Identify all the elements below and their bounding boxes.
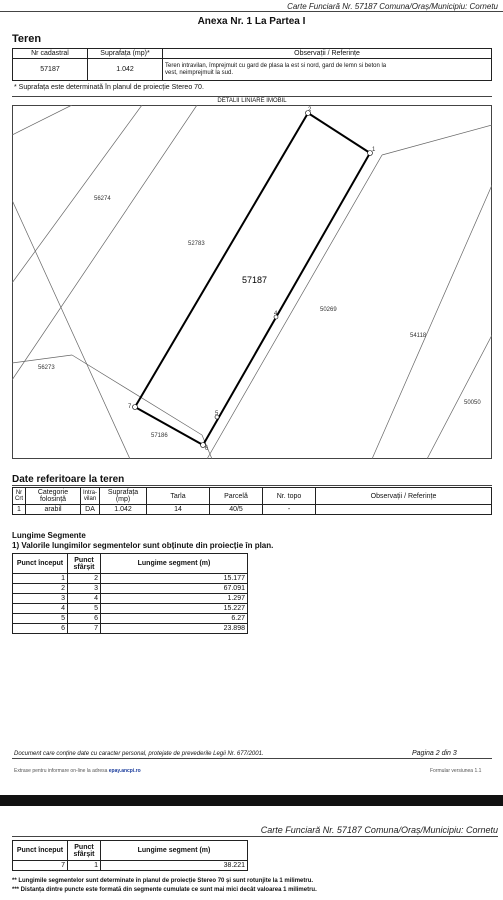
- cell-nr-crt: 1: [13, 505, 26, 515]
- seg-start: 3: [13, 594, 68, 604]
- seg-start: 6: [13, 624, 68, 634]
- col-categorie: Categorie folosință: [26, 488, 81, 505]
- vertex-label-1: 1: [372, 147, 376, 153]
- seg-end: 3: [68, 584, 101, 594]
- vertex-label-6: 6: [205, 446, 209, 452]
- seg-start: 2: [13, 584, 68, 594]
- seg-end: 2: [68, 574, 101, 584]
- neighbor-57186: 57186: [151, 433, 168, 439]
- anexa-title: Anexa Nr. 1 La Partea I: [197, 16, 306, 27]
- cell-suprafata: 1.042: [88, 59, 163, 81]
- carte-funciara-header: Carte Funciară Nr. 57187 Comuna/Oraș/Municipiu: Cornetu: [287, 2, 498, 11]
- seg-length: 38.221: [101, 861, 248, 871]
- neighbor-52783: 52783: [188, 241, 205, 247]
- footer-divider: [12, 758, 492, 759]
- segments-note-2: *** Distanța dintre puncte este formată din segmente cumulate ce sunt mai mici decât valoarea 1 milimetru.: [12, 887, 317, 893]
- obs-line-1: Teren intravilan, împrejmuit cu gard de plasa la est si nord, gard de lemn si beton la: [165, 62, 387, 69]
- date-teren-table: [12, 487, 492, 515]
- cell-intravilan: DA: [81, 505, 100, 515]
- neighbor-56273: 56273: [38, 365, 55, 371]
- page-break-band: [0, 795, 503, 806]
- col-lungime: Lungime segment (m): [101, 554, 248, 574]
- segments-subtitle: 1) Valorile lungimilor segmentelor sunt obținute din proiecție în plan.: [12, 541, 274, 550]
- col-tarla: Tarla: [147, 488, 210, 505]
- form-version: Formular versiunea 1.1: [430, 768, 482, 774]
- cell-nr-topo: -: [263, 505, 316, 515]
- seg-length: 23.898: [101, 624, 248, 634]
- col-suprafata: Suprafața (mp)*: [88, 49, 163, 59]
- cell-suprafata-teren: 1.042: [100, 505, 147, 515]
- vertex-label-7: 7: [128, 404, 132, 410]
- cell-tarla: 14: [147, 505, 210, 515]
- neighbor-54118: 54118: [410, 333, 427, 339]
- segments-table: [12, 553, 248, 634]
- parcel-57187-label: 57187: [242, 275, 268, 285]
- cell-categorie: arabil: [26, 505, 81, 515]
- col-observatii-teren: Observații / Referințe: [316, 488, 492, 505]
- obs-line-2: vest, neimprejmuit la sud.: [165, 69, 234, 76]
- suprafata-footnote: * Suprafața este determinată în planul de proiecție Stereo 70.: [14, 84, 204, 91]
- col-nr-topo: Nr. topo: [263, 488, 316, 505]
- seg-length: 15.177: [101, 574, 248, 584]
- page-number: Pagina 2 din 3: [412, 750, 457, 757]
- seg-end: 1: [68, 861, 101, 871]
- col-suprafata-teren: Suprafața (mp): [100, 488, 147, 505]
- page3-segments-table: [12, 840, 248, 871]
- info-line: [14, 768, 141, 774]
- col-observatii: Observații / Referințe: [163, 49, 492, 59]
- cell-observatii: [163, 59, 492, 81]
- col-intravilan: Intra-vilan: [81, 488, 100, 505]
- seg-end: 5: [68, 604, 101, 614]
- col-punct-sfarsit: Punct sfârșit: [68, 841, 101, 861]
- teren-table: [12, 48, 492, 81]
- cell-parcela: 40/5: [210, 505, 263, 515]
- epay-link[interactable]: epay.ancpi.ro: [108, 768, 141, 774]
- section-title-teren: Teren: [12, 33, 42, 45]
- vertex-label-4: 4: [274, 311, 278, 317]
- info-prefix: Extrase pentru informare on-line la adresa: [14, 768, 108, 774]
- seg-start: 1: [13, 574, 68, 584]
- cadastral-plan: [12, 105, 492, 459]
- page3-divider: [12, 836, 498, 837]
- col-parcela: Parcelă: [210, 488, 263, 505]
- neighbor-50269: 50269: [320, 307, 337, 313]
- col-nr-cadastral: Nr cadastral: [13, 49, 88, 59]
- header-divider: [0, 11, 503, 12]
- seg-start: 4: [13, 604, 68, 614]
- seg-length: 15.227: [101, 604, 248, 614]
- col-lungime: Lungime segment (m): [101, 841, 248, 861]
- seg-length: 67.091: [101, 584, 248, 594]
- seg-length: 6.27: [101, 614, 248, 624]
- seg-end: 4: [68, 594, 101, 604]
- cell-nr-cadastral: 57187: [13, 59, 88, 81]
- col-nr-crt: Nr Crt: [13, 488, 26, 505]
- col-punct-inceput: Punct început: [13, 841, 68, 861]
- seg-start: 7: [13, 861, 68, 871]
- page3-carte-header: Carte Funciară Nr. 57187 Comuna/Oraș/Municipiu: Cornetu: [260, 825, 498, 835]
- seg-end: 7: [68, 624, 101, 634]
- neighbor-50050: 50050: [464, 400, 481, 406]
- neighbor-56274: 56274: [94, 196, 111, 202]
- personal-data-disclaimer: Document care conține date cu caracter personal, protejate de prevederile Legii Nr. 677/2001.: [14, 751, 264, 757]
- segments-title: Lungime Segmente: [12, 531, 86, 540]
- col-punct-sfarsit: Punct sfârșit: [68, 554, 101, 574]
- plan-caption: DETALII LINIARE IMOBIL: [12, 96, 492, 104]
- col-punct-inceput: Punct început: [13, 554, 68, 574]
- seg-end: 6: [68, 614, 101, 624]
- date-teren-title: Date referitoare la teren: [12, 474, 125, 485]
- segments-note-1: ** Lungimile segmentelor sunt determinate în planul de proiecție Stereo 70 și sunt rotunjite la 1 milimetru.: [12, 878, 314, 884]
- date-teren-divider: [12, 485, 492, 486]
- seg-length: 1.297: [101, 594, 248, 604]
- seg-start: 5: [13, 614, 68, 624]
- vertex-label-5: 5: [215, 411, 219, 417]
- cell-observatii-teren: [316, 505, 492, 515]
- vertex-label-2: 2: [308, 107, 312, 113]
